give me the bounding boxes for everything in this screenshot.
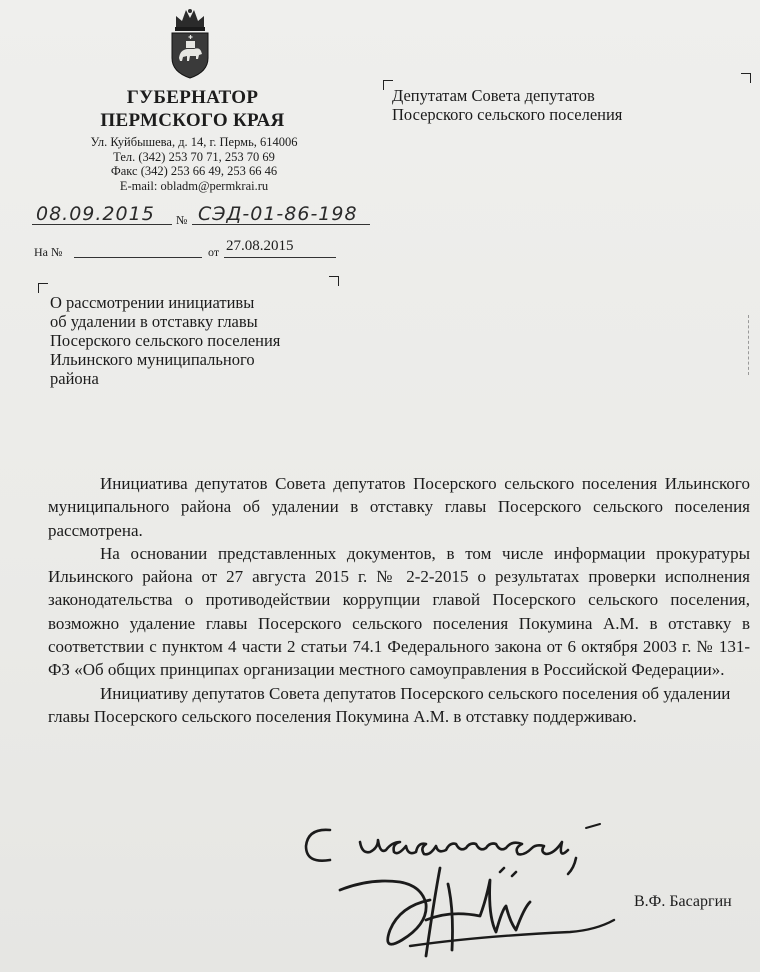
reference-date: 27.08.2015 (226, 238, 294, 254)
outgoing-registration-line (28, 203, 373, 231)
subject-line4: Ильинского муниципального (50, 350, 255, 369)
ref-date-underline (224, 257, 336, 258)
contact-block (74, 135, 314, 193)
ref-from-label: от (208, 245, 220, 259)
subject-line1: О рассмотрении инициативы (50, 293, 255, 312)
addressee-line2: Посерского сельского поселения (392, 105, 623, 124)
number-label: № (176, 213, 188, 227)
subject-line3: Посерского сельского поселения (50, 331, 281, 350)
perm-krai-coat-of-arms-icon (168, 6, 212, 80)
addressee-block (392, 86, 622, 124)
phone-line: Тел. (342) 253 70 71, 253 70 69 (113, 149, 275, 164)
email-line: E-mail: obladm@permkrai.ru (119, 178, 269, 193)
subject-block (50, 293, 280, 388)
outgoing-date: 08.09.2015 (36, 203, 155, 225)
letter-body (48, 472, 750, 728)
outgoing-number: СЭД-01-86-198 (198, 203, 358, 225)
subject-line5: района (50, 369, 99, 388)
body-paragraph-1: Инициатива депутатов Совета депутатов Посерского сельского поселения Ильинского муниципального района об удалении в отставку главы Посерского сельского поселения рассмотрена. (48, 474, 750, 540)
signature-icon (330, 860, 620, 960)
ref-number-underline (74, 257, 202, 258)
subject-corner-right (329, 276, 339, 286)
reference-line (28, 236, 373, 264)
governor-title-line1: ГУБЕРНАТОР (126, 87, 259, 108)
governor-title-line2: ПЕРМСКОГО КРАЯ (100, 110, 285, 131)
signer-name: В.Ф. Басаргин (634, 893, 732, 910)
address-line: Ул. Куйбышева, д. 14, г. Пермь, 614006 (90, 135, 298, 149)
margin-mark (748, 315, 751, 375)
fax-line: Факс (342) 253 66 49, 253 66 46 (110, 164, 278, 178)
subject-corner-left (38, 283, 48, 293)
addressee-corner-right (741, 73, 751, 83)
addressee-line1: Депутатам Совета депутатов (392, 86, 595, 105)
body-paragraph-2: На основании представленных документов, в том числе информации прокуратуры Ильинского района от 27 августа 2015 г. № 2-2-2015 о результатах проверки исполнения законодательства о противодействии коррупции главой Посерского сельского поселения, возможно удаление главы Посерского сельского поселения Покумина А.М. в отставку в соответствии с пунктом 4 части 2 статьи 74.1 Федерального закона от 6 октября 2003 г. № 131-ФЗ «Об общих принципах организации местного самоуправления в Российской Федерации». (48, 543, 750, 680)
ref-number-label: На № (34, 245, 63, 259)
governor-title (70, 86, 315, 132)
subject-line2: об удалении в отставку главы (50, 312, 258, 331)
body-paragraph-3: Инициативу депутатов Совета депутатов Посерского сельского поселения об удалении главы Посерского сельского поселения Покумина А.М. в отставку поддерживаю. (48, 683, 731, 726)
